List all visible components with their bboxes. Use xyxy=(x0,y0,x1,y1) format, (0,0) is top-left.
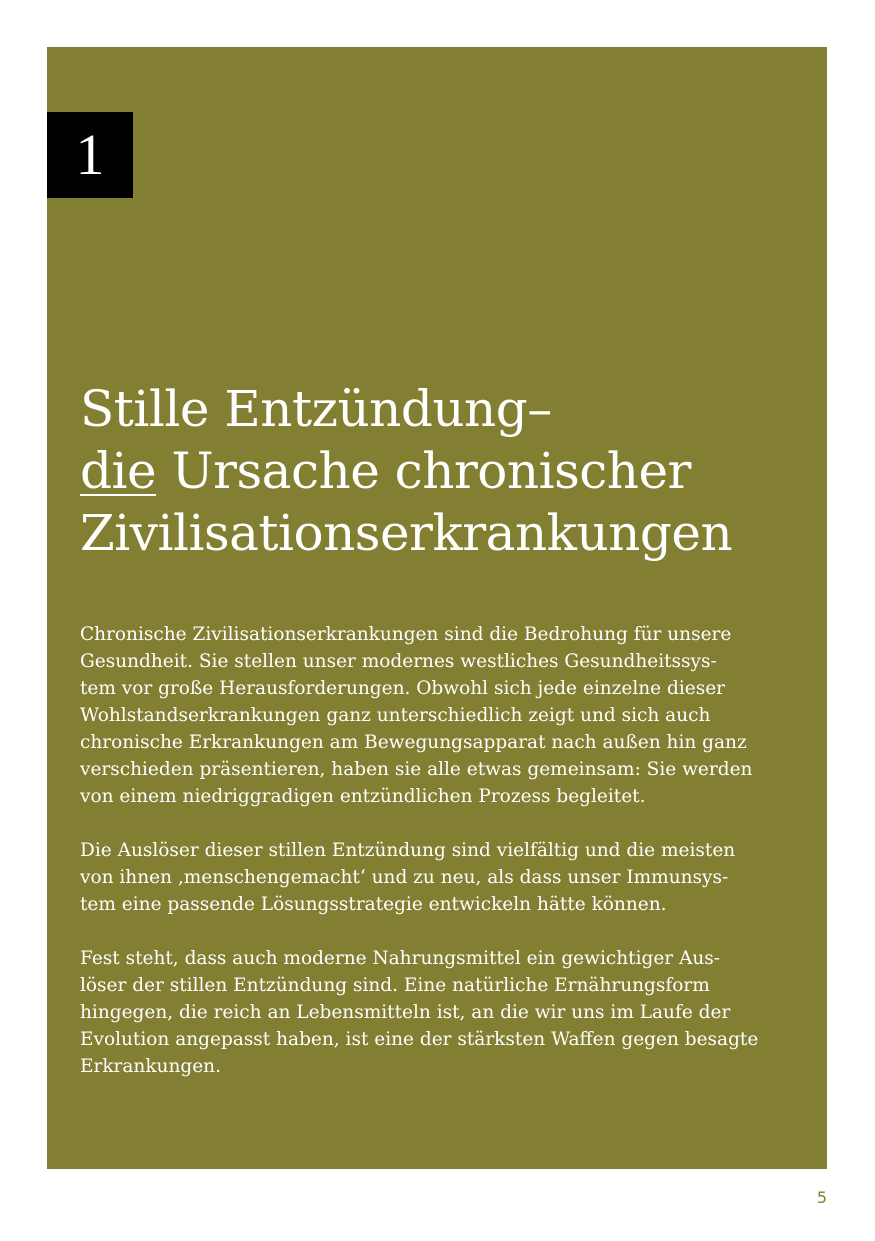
title-line-3: Zivilisationserkrankungen xyxy=(80,504,733,562)
paragraph-line: von ihnen ‚menschengemacht‘ und zu neu, als dass unser Immunsys- xyxy=(80,867,729,888)
chapter-title xyxy=(80,378,810,564)
chapter-number: 1 xyxy=(75,122,105,187)
paragraph-line: Gesundheit. Sie stellen unser modernes westliches Gesundheitssys- xyxy=(80,651,717,672)
paragraph-line: von einem niedriggradigen entzündlichen Prozess begleitet. xyxy=(80,786,646,807)
paragraph-2 xyxy=(80,837,800,918)
paragraph-3 xyxy=(80,945,800,1080)
paragraph-line: löser der stillen Entzündung sind. Eine natürliche Ernährungsform xyxy=(80,975,710,996)
title-line-2-rest: Ursache chronischer xyxy=(156,442,691,500)
paragraph-line: hingegen, die reich an Lebensmitteln ist, an die wir uns im Laufe der xyxy=(80,1002,731,1023)
page-number: 5 xyxy=(816,1188,828,1207)
paragraph-line: chronische Erkrankungen am Bewegungsapparat nach außen hin ganz xyxy=(80,732,747,753)
paragraph-line: verschieden präsentieren, haben sie alle etwas gemeinsam: Sie werden xyxy=(80,759,753,780)
title-line-2 xyxy=(80,440,810,502)
paragraph-line: Die Auslöser dieser stillen Entzündung sind vielfältig und die meisten xyxy=(80,840,736,861)
paragraph-1 xyxy=(80,621,800,810)
paragraph-line: Chronische Zivilisationserkrankungen sind die Bedrohung für unsere xyxy=(80,624,732,645)
title-emphasis: die xyxy=(80,442,157,500)
chapter-number-box xyxy=(47,112,133,198)
paragraph-line: tem vor große Herausforderungen. Obwohl sich jede einzelne dieser xyxy=(80,678,725,699)
paragraph-line: tem eine passende Lösungsstrategie entwickeln hätte können. xyxy=(80,894,667,915)
paragraph-line: Wohlstandserkrankungen ganz unterschiedlich zeigt und sich auch xyxy=(80,705,711,726)
paragraph-line: Erkrankungen. xyxy=(80,1056,221,1077)
body-text xyxy=(80,621,800,1107)
paragraph-line: Evolution angepasst haben, ist eine der stärksten Waffen gegen besagte xyxy=(80,1029,759,1050)
paragraph-line: Fest steht, dass auch moderne Nahrungsmittel ein gewichtiger Aus- xyxy=(80,948,721,969)
title-line-1: Stille Entzündung– xyxy=(80,380,552,438)
